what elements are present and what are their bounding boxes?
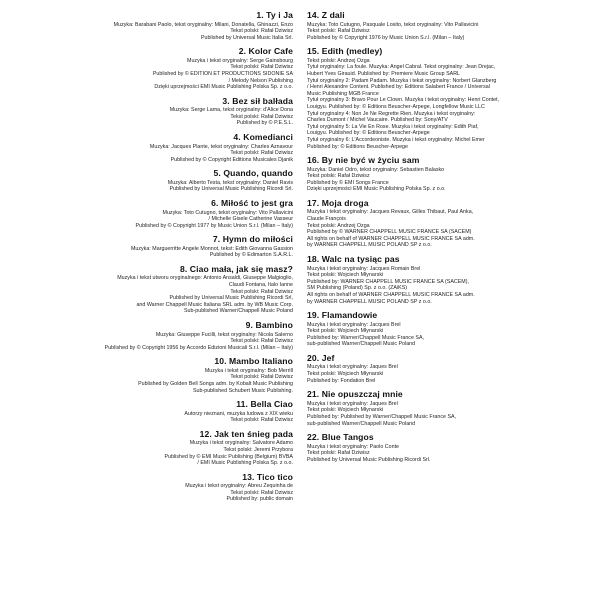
track-title: 13. Tico tico	[242, 471, 293, 482]
track-entry	[307, 254, 592, 305]
track-credit-line: Tekst polski: Rafał Dziwisz	[307, 450, 370, 457]
track-credit-line: Muzyka: Alberto Testa, tekst oryginalny: Daniel Ravis	[167, 179, 293, 186]
track-credit-line: Published by Universal Music Publishing Ricordi Srl,	[169, 295, 293, 302]
track-title: 21. Nie opuszczaj mnie	[307, 389, 403, 400]
track-credit-line: Tekst polski: Wojciech Młynarski	[307, 272, 384, 279]
track-entry	[8, 429, 293, 467]
track-title: 5. Quando, quando	[213, 168, 293, 179]
track-entry	[307, 353, 592, 384]
track-credit-line: Claudi Fontana, Italo Ianne	[228, 282, 293, 289]
track-credit-line: Tekst polski: Rafał Dziwisz	[230, 150, 293, 157]
track-credit-line: Muzyka i tekst oryginalny: Jaques Brel	[307, 364, 398, 371]
track-credit-line: Louigyu. Published by: © Editions Beuscher-Arpege, Longfellow Music LLC	[307, 103, 485, 110]
track-credit-line: Tekst polski: Wojciech Młynarski	[307, 407, 384, 414]
track-credit-line: Tekst polski: Rafał Dziwisz	[230, 28, 293, 35]
track-entry	[307, 389, 592, 427]
track-entry	[8, 96, 293, 127]
track-credit-line: / Michelle Gisele Catherine Vasseur	[208, 216, 293, 223]
track-entry	[8, 168, 293, 193]
track-credit-line: Tekst polski: Rafał Dziwisz	[307, 173, 370, 180]
track-credit-line: Charles Dumont / Michel Vaucaire. Published by: Sony/ATV	[307, 117, 448, 124]
track-credit-line: Published by: public domain	[226, 496, 293, 503]
track-credit-line: Published by Golden Bell Songs adm. by Kobalt Music Publishing	[138, 381, 293, 387]
track-credit-line: Tekst polski: Andrzej Ozga	[307, 57, 370, 64]
track-credit-line: Tytuł oryginalny 5: La Vie En Rose. Muzyka i tekst oryginalny: Edith Piaf,	[307, 123, 479, 130]
track-entry	[8, 399, 293, 424]
track-credit-line: Muzyka: Giuseppe Fucilli, tekst oryginalny: Nicola Salerno	[155, 331, 293, 338]
track-title: 2. Kolor Cafe	[238, 46, 293, 57]
track-entry	[8, 320, 293, 351]
track-credit-line: Muzyka: Toto Cutugno, Pasquale Losito, tekst oryginalny: Vito Pallavicini	[307, 21, 479, 28]
track-credit-line: Published by: Fondation Brel	[307, 377, 376, 384]
track-credit-line: / Henri Alexandre Content. Published by: Editions Salabert France / Universal	[307, 84, 490, 91]
track-credit-line: Muzyka i tekst oryginalny: Paolo Conte	[307, 443, 400, 450]
track-credit-line: Muzyka i tekst oryginalny: Abreu Zequinha de	[185, 483, 293, 490]
track-credit-line: Published by: Published by Warner/Chappell Music France SA,	[307, 413, 457, 420]
track-credit-line: Muzyka: Daniel Odro, tekst oryginalny: Sebastien Balasko	[307, 166, 445, 173]
track-credit-line: Published by © Copyright 1977 by Music Union S.r.l. (Milan – Italy)	[135, 222, 293, 229]
track-title: 7. Hymn do miłości	[212, 234, 293, 245]
track-entry	[8, 264, 293, 315]
track-credit-line: Louigyu. Published by: © Editions Beuscher-Arpege	[307, 130, 430, 137]
track-title: 15. Edith (medley)	[307, 46, 383, 57]
track-credit-line: Muzyka i tekst oryginalny: Jacques Brel	[307, 321, 401, 328]
track-entry	[307, 46, 592, 150]
track-credit-line: Published by Universal Music Publishing Ricordi Srl.	[169, 186, 293, 193]
track-credit-line: Published by © EMI Songs France	[307, 179, 389, 186]
track-entry	[307, 10, 592, 41]
track-credit-line: Published by © Edimarton S.A.R.L.	[209, 252, 293, 259]
track-title: 4. Komedianci	[233, 132, 293, 143]
track-credit-line: Muzyka: Toto Cutugno, tekst oryginalny: Vito Pallavicini	[162, 209, 293, 216]
track-credit-line: Published by: WARNER CHAPPELL MUSIC FRANCE SA (SACEM),	[307, 278, 469, 285]
track-credit-line: Published by © EDITION ET PRODUCTIONS SIDONIE SA	[152, 70, 293, 77]
track-credit-line: Muzyka: Marguerritte Angele Monnot, tekst: Edith Giovanna Gassion	[130, 245, 293, 252]
track-credit-line: Tytuł oryginalny 3: Bravo Pour Le Clown. Muzyka i tekst oryginalny: Henri Contet,	[307, 97, 500, 104]
track-credit-line: Tekst polski: Rafał Dziwisz	[230, 374, 293, 381]
track-title: 12. Jak ten śnieg pada	[199, 428, 293, 439]
track-entry	[8, 472, 293, 503]
track-credit-line: All rights on behalf of WARNER CHAPPELL MUSIC FRANCE SA adm.	[307, 291, 475, 298]
track-credit-line: Autorzy nieznani, muzyka ludowa z XIX wieku	[184, 410, 293, 417]
track-title: 18. Walc na tysiąc pas	[307, 254, 400, 265]
track-credit-line: Tekst polski: Rafał Dziwisz	[230, 288, 293, 295]
track-credit-line: / EMI Music Publishing Polska Sp. z o.o.	[197, 460, 293, 467]
track-credit-line: Dzięki uprzejmości EMI Music Publishing Polska Sp. z o.o.	[154, 84, 293, 91]
track-credit-line: Muzyka: Barabani Paolo, tekst oryginalny: Milani, Donatella, Ghinazzi, Enzo	[113, 21, 293, 28]
track-credit-line: Muzyka i tekst oryginalny: Bob Merrill	[204, 367, 293, 374]
track-credit-line: Tytuł oryginalny 2: Padam Padam. Muzyka i tekst oryginalny: Norbert Glanzberg	[307, 77, 497, 84]
track-credit-line: Muzyka i tekst oryginalny: Jacques Revaux, Gilles Thibaut, Paul Anka,	[307, 209, 474, 216]
track-credit-line: Claude François	[307, 216, 346, 223]
track-entry	[8, 234, 293, 259]
track-credit-line: Sub-published Schubert Music Publishing.	[192, 387, 293, 394]
track-credit-line: by WARNER CHAPPELL MUSIC POLAND SP z o.o.	[307, 298, 432, 305]
track-credit-line: Tekst polski: Wojciech Młynarski	[307, 328, 384, 335]
track-credit-line: / Melody Nelson Publishing	[228, 77, 293, 84]
track-title: 19. Flamandowie	[307, 310, 378, 321]
track-credit-line: Tekst polski: Rafał Dziwisz	[230, 338, 293, 345]
left-column	[8, 10, 295, 589]
track-title: 17. Moja droga	[307, 197, 369, 208]
track-credit-line: Hubert Yves Girauid. Published by: Premiere Music Group SARL	[307, 70, 461, 77]
track-title: 1. Ty i Ja	[256, 10, 293, 20]
track-credit-line: Published by © Copyright 1976 by Music Union S.r.l. (Milan – Italy)	[307, 34, 465, 41]
track-credit-line: Muzyka i tekst oryginalny: Salvatore Adamo	[189, 440, 293, 447]
track-credit-line: sub-published Warner/Chappell Music Poland	[307, 420, 416, 427]
track-credit-line: Tekst polski: Wojciech Młynarski	[307, 371, 384, 378]
track-title: 11. Bella Ciao	[236, 399, 293, 410]
track-title: 6. Miłość to jest gra	[211, 198, 293, 208]
track-credit-line: Published by © WARNER CHAPPELL MUSIC FRANCE SA (SACEM)	[307, 229, 472, 236]
track-credit-line: Published by Universal Music Italia Srl.	[200, 34, 293, 41]
track-entry	[8, 46, 293, 90]
track-credit-line: Published by © EMI Music Publishing (Belgium) BVBA	[164, 453, 293, 460]
track-credit-line: All rights on behalf of WARNER CHAPPELL MUSIC FRANCE SA adm.	[307, 235, 475, 242]
track-credit-line: Published by Universal Music Publishing Ricordi Srl.	[307, 456, 431, 463]
track-credit-line: Muzyka: Jacques Plante, tekst oryginalny: Charles Aznavour	[149, 143, 293, 150]
track-title: 20. Jef	[307, 352, 335, 363]
track-credit-line: Muzyka i tekst oryginalny: Jacques Romain Brel	[307, 265, 421, 272]
track-credit-line: Muzyka i tekst utworu oryginalnego: Antonio Ansaldi, Giuseppe Malgioglio,	[117, 275, 293, 282]
track-title: 8. Ciao mała, jak się masz?	[179, 263, 293, 274]
track-credit-line: Tytuł oryginalny 4: Non Je Ne Regrette Rien. Muzyka i tekst oryginalny:	[307, 110, 476, 117]
track-title: 3. Bez sił balłada	[222, 95, 293, 106]
track-credit-line: Tekst polski: Rafał Dziwisz	[230, 64, 293, 71]
track-credit-line: Tekst polski: Rafał Dziwisz	[230, 113, 293, 120]
track-credit-line: Tekst polski: Rafał Dziwisz	[307, 28, 370, 35]
track-credit-line: Tytuł oryginalny: La foule. Muzyka: Angel Cabral. Tekst oryginalny: Jean Drejac,	[307, 64, 496, 71]
track-title: 14. Z dali	[307, 10, 345, 20]
track-entry	[8, 10, 293, 41]
track-credit-line: Tekst polski: Andrzej Ozga	[307, 222, 370, 229]
track-credit-line: Muzyka i tekst oryginalny: Jaques Brel	[307, 400, 398, 407]
track-credit-line: Published by: © Editions Beuscher-Arpege	[307, 143, 408, 150]
track-entry	[307, 198, 592, 249]
track-entry	[307, 155, 592, 193]
track-entry	[8, 132, 293, 163]
track-credit-line: sub-published Warner/Chappell Music Poland	[307, 341, 416, 348]
track-credit-line: Published by: Warner/Chappell Music France SA,	[307, 334, 425, 341]
track-title: 9. Bambino	[245, 320, 293, 331]
track-credit-line: by WARNER CHAPPELL MUSIC POLAND SP z o.o.	[307, 242, 432, 249]
track-credit-line: SM Publishing (Poland) Sp. z o.o. (ZAiKS)	[307, 285, 408, 292]
track-credit-line: Published by © P.E.S.L.	[236, 120, 293, 127]
track-credit-line: Music Publishing MGB France	[307, 90, 379, 97]
track-credit-line: Published by © Copyright 1956 by Accordo Edizioni Musicali S.r.l. (Milan – Italy)	[104, 344, 293, 351]
track-credit-line: Muzyka: Serge Lama, tekst oryginalny: d'Alice Dona	[169, 107, 293, 114]
track-entry	[307, 432, 592, 463]
track-credit-line: Published by © Copyright Editions Musicales Djanik	[170, 156, 293, 163]
track-credit-line: and Warner Chappell Music Italiana SRL adm. by WB Music Corp.	[136, 301, 293, 308]
track-credit-line: Dzięki uprzejmości EMI Music Publishing Polska Sp. z o.o.	[307, 186, 446, 193]
track-title: 10. Mambo Italiano	[214, 356, 293, 367]
track-credit-line: Tekst polski: Jeremi Przybora	[223, 446, 293, 453]
track-entry	[307, 310, 592, 348]
track-title: 16. By nie być w życiu sam	[307, 155, 420, 166]
track-credit-line: Tekst polski: Rafał Dziwisz	[230, 417, 293, 424]
track-credit-line: Tekst polski: Rafał Dziwisz	[230, 489, 293, 496]
track-entry	[8, 356, 293, 394]
track-entry	[8, 198, 293, 229]
track-credit-line: Sub-published Warner/Chappell Music Poland	[184, 308, 293, 315]
track-title: 22. Blue Tangos	[307, 432, 374, 443]
right-column	[305, 10, 592, 589]
track-credit-line: Muzyka i tekst oryginalny: Serge Gainsbourg	[187, 57, 293, 64]
track-credit-line: Tytuł oryginalny 6: L'Accordeoniste. Muzyka i tekst oryginalny: Michel Emer	[307, 136, 485, 143]
